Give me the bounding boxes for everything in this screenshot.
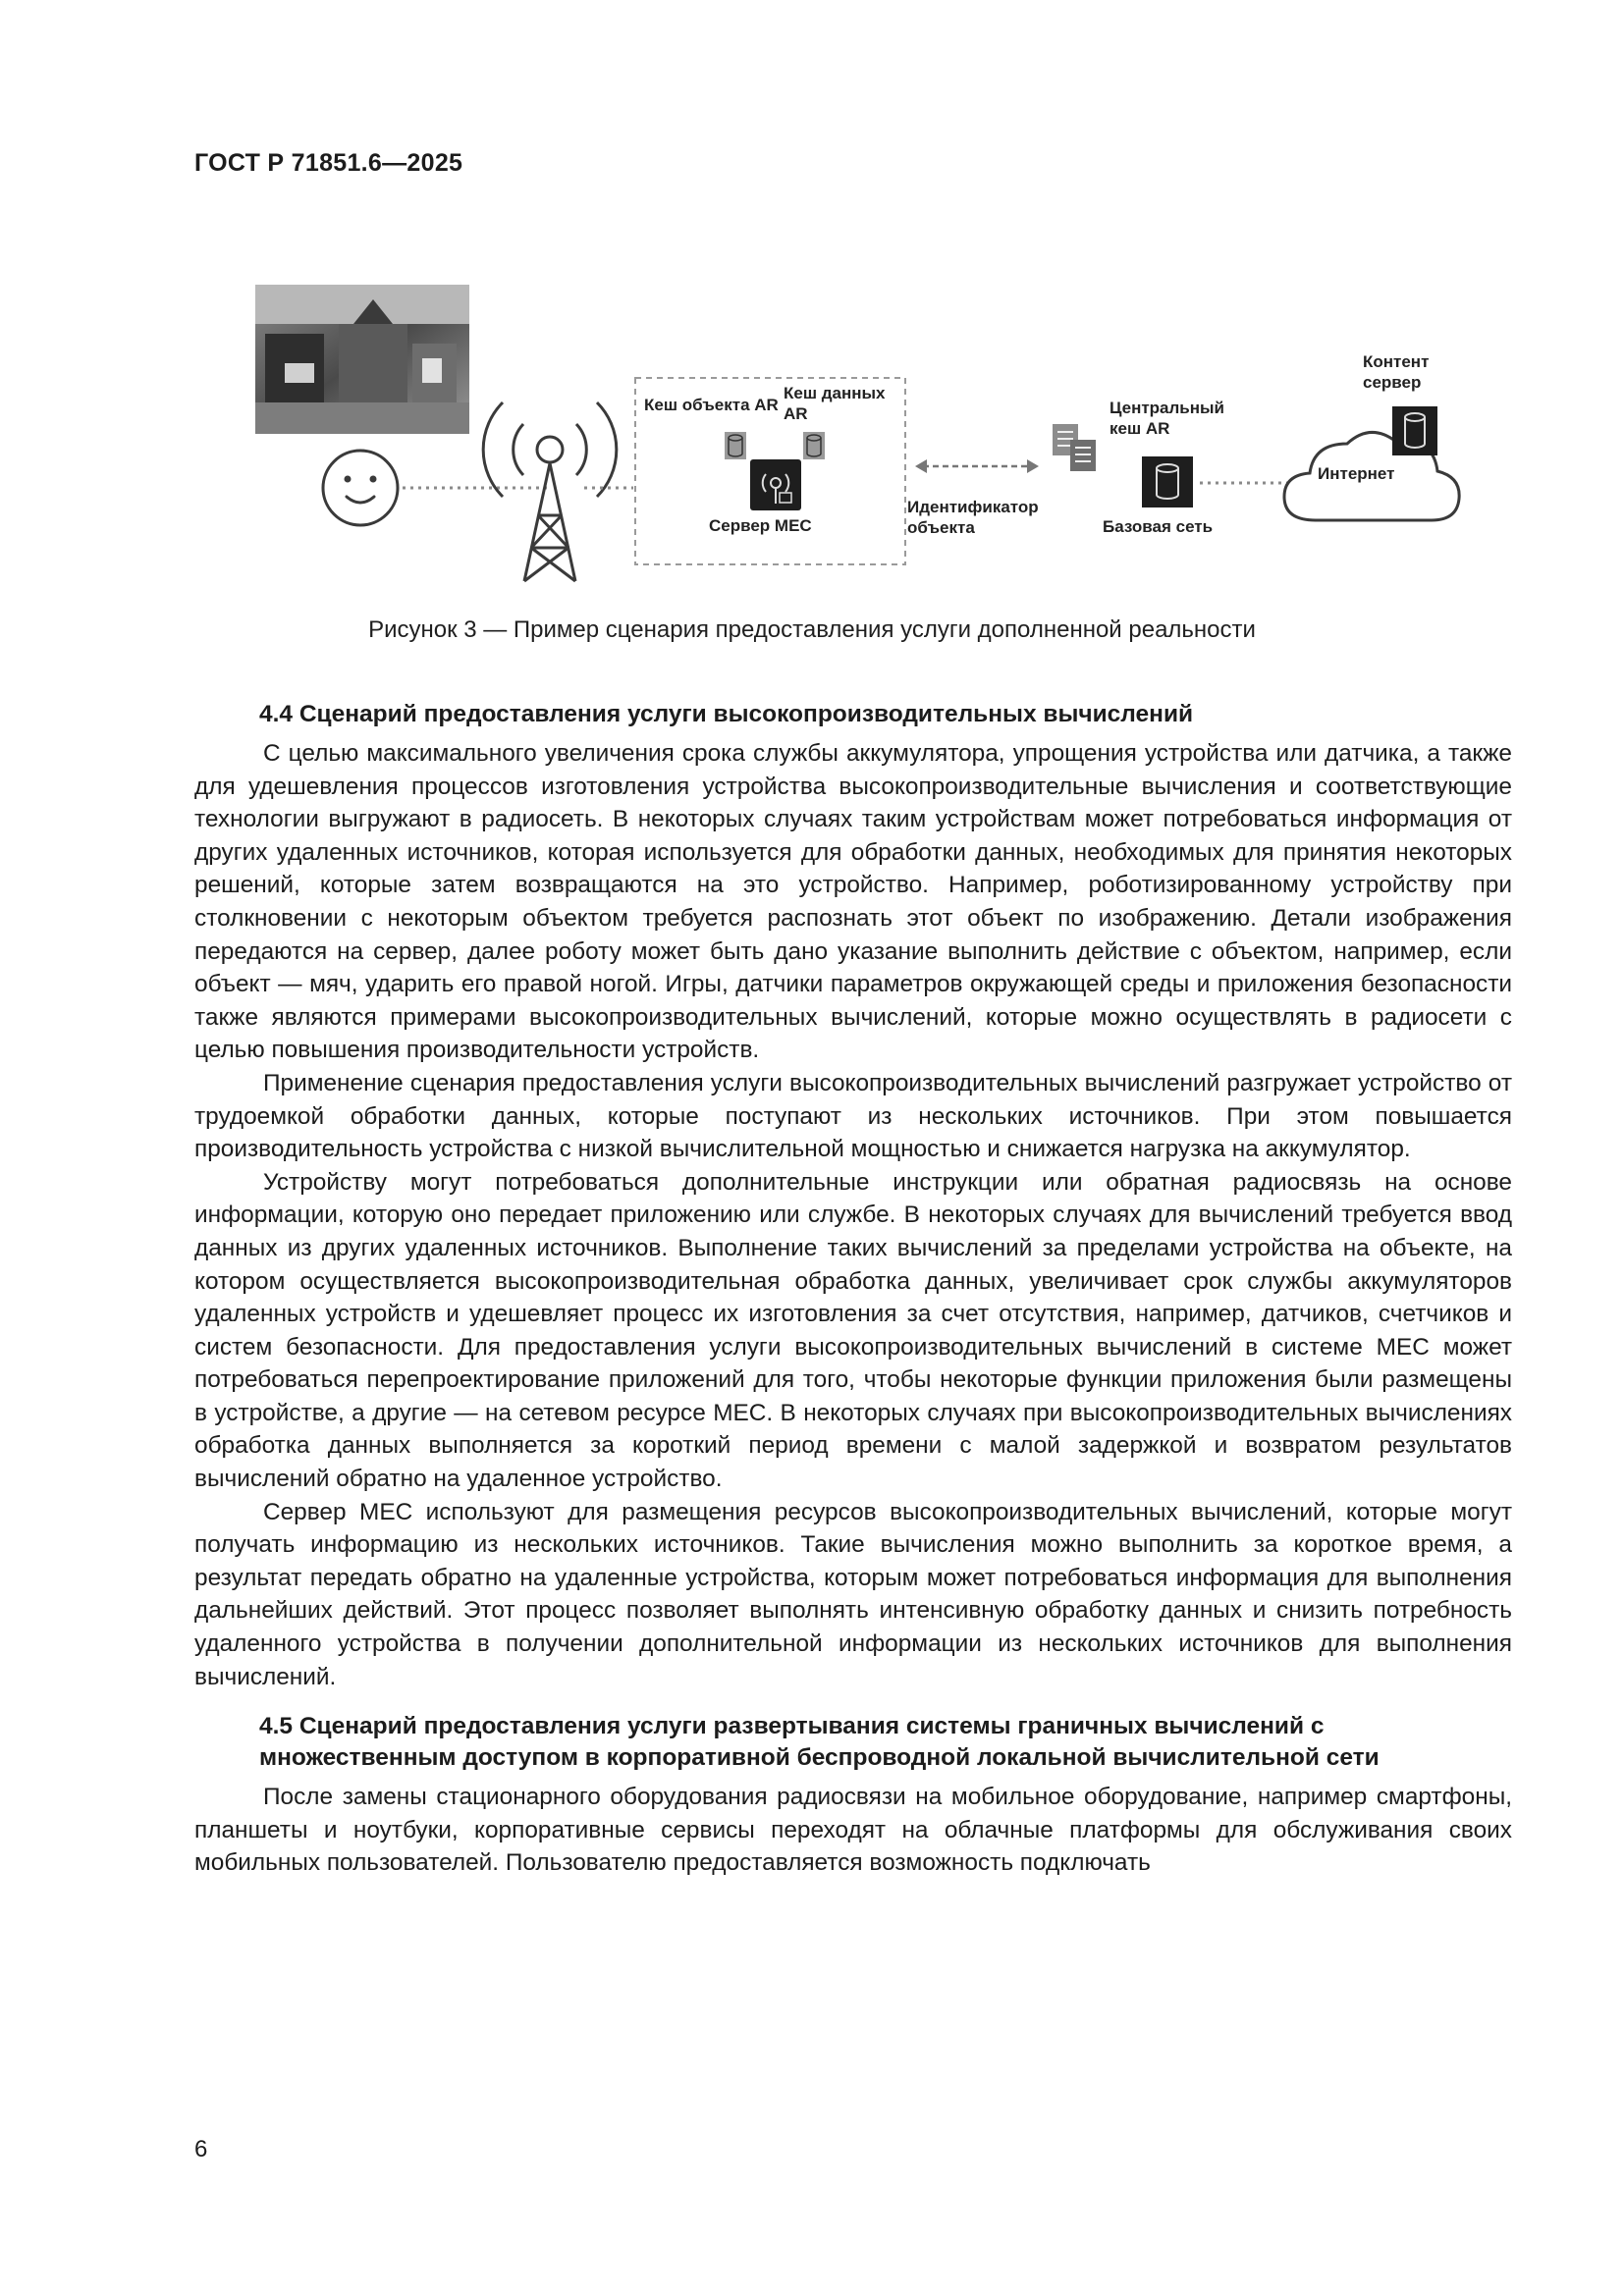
page-number: 6 — [194, 2136, 208, 2163]
label-mec-server: Сервер MEC — [709, 516, 812, 535]
bidirectional-arrow — [915, 459, 1039, 473]
label-ar-object-cache: Кеш объекта AR — [644, 396, 779, 414]
section-4-4-paragraph: С целью максимального увеличения срока службы аккумулятора, упрощения устройства или датчика, а также для удешевления процессов изготовления устройства высокопроизводительные вычисления и соответствующие технологии выгружают в радиосеть. В некоторых случаях таким устройствам может потребоваться информация от других удаленных источников, которая используется для обработки данных, необходимых для принятия некоторых решений, которые затем возвращаются на это устройство. Например, роботизированному устройству при столкновении с некоторым объектом требуется распознать этот объект по изображению. Детали изображения передаются на сервер, далее роботу может быть дано указание выполнить действие с объектом, например, если объект — мяч, ударить его правой ногой. Игры, датчики параметров окружающей среды и приложения безопасности также являются примерами высокопроизводительных вычислений, которые можно осуществлять в радиосети с целью повышения производительности устройств. — [194, 740, 1512, 1064]
label-ar-data-cache: Кеш данных AR — [784, 384, 886, 423]
figure-caption: Рисунок 3 — Пример сценария предоставления услуги дополненной реальности — [368, 616, 1256, 643]
section-4-4-paragraph: Применение сценария предоставления услуги высокопроизводительных вычислений разгружает устройство от трудоемкой обработки данных, которые поступают из нескольких источников. При этом повышается производительность устройства с низкой вычислительной мощностью и снижается нагрузка на аккумулятор. — [194, 1069, 1512, 1163]
central-cache-database-icon — [1142, 456, 1193, 507]
ar-object-cache-database-icon — [725, 432, 746, 459]
section-4-4-paragraph: Устройству могут потребоваться дополнительные инструкции или обратная радиосвязь на основе информации, которую оно передает приложению или службе. В некоторых случаях для вычислений требуется ввод данных из других удаленных источников. Выполнение таких вычислений за пределами устройства на объекте, на котором осуществляется высокопроизводительная обработка данных, увеличивает срок службы аккумуляторов удаленных устройств и удешевляет процесс их изготовления за счет отсутствия, например, датчиков, счетчиков и систем безопасности. Для предоставления услуги высокопроизводительных вычислений в системе MEC может потребоваться перепроектирование приложений для того, чтобы некоторые функции приложения были размещены в устройстве, а другие — на сетевом ресурсе MEC. В некоторых случаях при высокопроизводительных вычислениях обработка данных выполняется за короткий период времени с малой задержкой и возвратом результатов вычислений обратно на удаленное устройство. — [194, 1168, 1512, 1493]
label-object-identifier: Идентификатор объекта — [907, 498, 1039, 537]
diagram-graphics — [245, 275, 1463, 599]
document-code: ГОСТ Р 71851.6—2025 — [194, 149, 463, 177]
label-central-cache: Центральный кеш AR — [1110, 399, 1224, 438]
ar-scene-photo — [255, 285, 469, 434]
ar-data-cache-database-icon — [803, 432, 825, 459]
mec-server-icon — [750, 459, 801, 510]
radio-tower-icon — [483, 402, 617, 581]
label-content-server: Контент сервер — [1363, 352, 1430, 392]
documents-icon — [1053, 424, 1096, 471]
figure-3-diagram — [245, 275, 1463, 599]
section-4-5-heading: 4.5 Сценарий предоставления услуги развертывания системы граничных вычислений с множественным доступом в корпоративной беспроводной локальной вычислительной сети — [259, 1713, 1380, 1772]
section-4-4-heading: 4.4 Сценарий предоставления услуги высокопроизводительных вычислений — [259, 701, 1194, 727]
label-internet: Интернет — [1318, 464, 1395, 483]
content-server-database-icon — [1392, 406, 1437, 455]
section-4-4-paragraph: Сервер MEC используют для размещения ресурсов высокопроизводительных вычислений, которые могут получать информацию из нескольких источников. Такие вычисления можно выполнить за короткое время, а результат передать обратно на удаленные устройства, которым может потребоваться информация для выполнения дальнейших действий. Этот процесс позволяет выполнять интенсивную обработку данных и снизить потребность удаленного устройства в получении дополнительной информации из нескольких источников для выполнения вычислений. — [194, 1498, 1512, 1690]
section-4-5-paragraph: После замены стационарного оборудования радиосвязи на мобильное оборудование, например смартфоны, планшеты и ноутбуки, корпоративные сервисы переходят на облачные платформы для обслуживания своих мобильных пользователей. Пользователю предоставляется возможность подключать — [194, 1784, 1512, 1877]
label-core-network: Базовая сеть — [1103, 517, 1214, 536]
page-body — [194, 687, 1512, 1880]
user-face-icon — [323, 451, 398, 525]
